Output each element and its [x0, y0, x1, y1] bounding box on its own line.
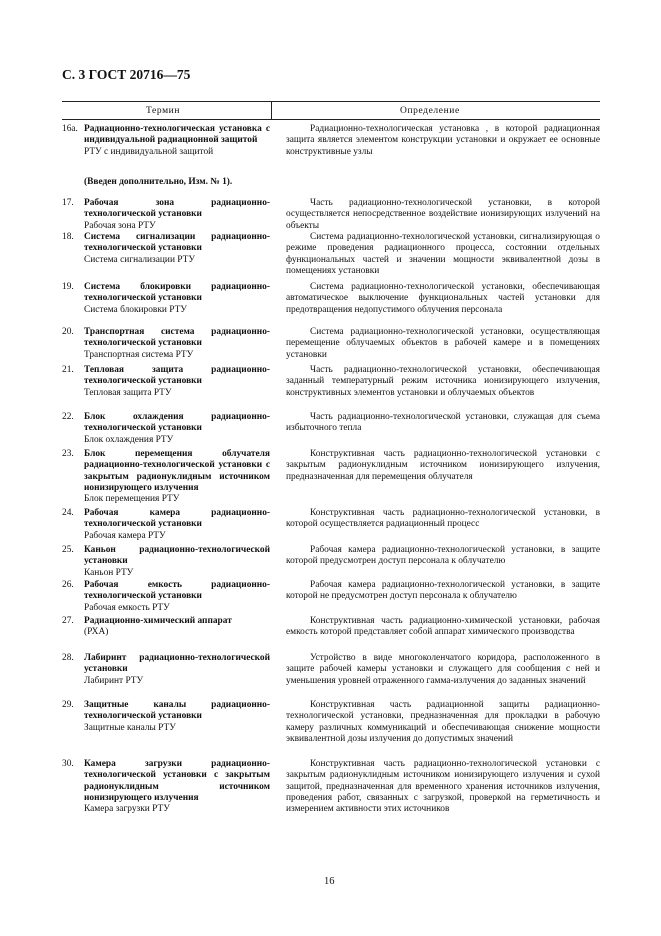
- term-number: 28.: [62, 653, 74, 663]
- term-number: 30.: [62, 759, 74, 769]
- term-cell: [62, 508, 270, 542]
- term-abbreviation: Рабочая зона РТУ: [84, 220, 156, 231]
- term-definition: Конструктивная часть радиационно-технологической установки, в которой осуществляется радиационный процесс: [286, 508, 600, 530]
- term-name: Система блокировки радиационно-технологической установки: [84, 282, 270, 304]
- term-definition: Рабочая камера радиационно-технологической установки, в защите которой не предусмотрен доступ персонала к облучателю: [286, 580, 600, 602]
- term-cell: [62, 700, 270, 734]
- term-number: 22.: [62, 412, 74, 422]
- term-abbreviation: Рабочая камера РТУ: [84, 530, 166, 541]
- term-name: Защитные каналы радиационно-технологической установки: [84, 700, 270, 722]
- term-definition: Конструктивная часть радиационной защиты радиационно-технологической установки, предназначенная для прокладки в рабочую камеру различных коммуникаций и обеспечивающая снижение мощности эквивалентной дозы излучения до допустимых значений: [286, 700, 600, 744]
- term-number: 16а.: [62, 124, 78, 134]
- term-cell: [62, 124, 270, 158]
- term-cell: [62, 449, 270, 505]
- term-name: Радиационно-технологическая установка с индивидуальной радиационной защитой: [84, 124, 270, 146]
- term-name: Каньон радиационно-технологической установки: [84, 545, 270, 567]
- term-definition: Рабочая камера радиационно-технологической установки, в защите которой предусмотрен доступ персонала к облучателю: [286, 545, 600, 567]
- term-cell: [62, 232, 270, 266]
- term-abbreviation: Тепловая защита РТУ: [84, 387, 172, 398]
- term-cell: [62, 759, 270, 815]
- term-number: 25.: [62, 545, 74, 555]
- table-top-rule: [62, 101, 600, 102]
- amendment-note: (Введен дополнительно, Изм. № 1).: [84, 177, 233, 187]
- term-number: 23.: [62, 449, 74, 459]
- term-cell: [62, 580, 270, 614]
- term-number: 29.: [62, 700, 74, 710]
- term-name: Тепловая защита радиационно-технологической установки: [84, 365, 270, 387]
- term-definition: Радиационно-технологическая установка , в которой радиационная защита является элементом конструкции установки и окружает ее основные конструктивные узлы: [286, 124, 600, 157]
- term-abbreviation: Система сигнализации РТУ: [84, 254, 195, 265]
- term-abbreviation: Лабиринт РТУ: [84, 675, 144, 686]
- term-number: 20.: [62, 327, 74, 337]
- term-definition: Конструктивная часть радиационно-технологической установки с закрытым радионуклидным источником ионизирующего излучения и сухой защитой, предназначенная для временного хранения источников излучения, проведения работ, связанных с загрузкой, проверкой на герметичность и измерением активности этих источников: [286, 759, 600, 815]
- term-number: 21.: [62, 365, 74, 375]
- term-name: Камера загрузки радиационно-технологической установки с закрытым радионуклидным источником ионизирующего излучения: [84, 759, 270, 803]
- term-cell: [62, 653, 270, 687]
- term-abbreviation: (РХА): [84, 627, 109, 638]
- term-definition: Часть радиационно-технологической установки, в которой осуществляется непосредственное воздействие ионизирующих излучений на объекты: [286, 198, 600, 231]
- term-cell: [62, 282, 270, 316]
- term-cell: [62, 545, 270, 579]
- term-abbreviation: Каньон РТУ: [84, 567, 134, 578]
- term-name: Рабочая камера радиационно-технологической установки: [84, 508, 270, 530]
- term-name: Блок охлаждения радиационно-технологической установки: [84, 412, 270, 434]
- term-cell: [62, 198, 270, 232]
- term-cell: [62, 616, 270, 639]
- term-definition: Часть радиационно-технологической установки, служащая для съема избыточного тепла: [286, 412, 600, 434]
- term-cell: [62, 365, 270, 399]
- term-cell: [62, 327, 270, 361]
- term-definition: Часть радиационно-технологической установки, обеспечивающая заданный температурный режим источника ионизирующего излучения, конструктивных элементов установки и облучаемых объектов: [286, 365, 600, 398]
- term-abbreviation: Блок перемещения РТУ: [84, 494, 180, 505]
- term-abbreviation: Защитные каналы РТУ: [84, 722, 176, 733]
- term-definition: Конструктивная часть радиационно-химической установки, рабочая емкость которой представляет собой аппарат химического производства: [286, 616, 600, 638]
- term-number: 27.: [62, 616, 74, 626]
- term-definition: Конструктивная часть радиационно-технологической установки с закрытым радионуклидным источником ионизирующего излучения, предназначенная для перемещения облучателя: [286, 449, 600, 482]
- term-number: 26.: [62, 580, 74, 590]
- term-number: 24.: [62, 508, 74, 518]
- term-abbreviation: Блок охлаждения РТУ: [84, 434, 174, 445]
- term-abbreviation: Система блокировки РТУ: [84, 304, 187, 315]
- page-number: 16: [324, 876, 335, 887]
- term-name: Блок перемещения облучателя радиационно-технологической установки с закрытым радионуклидным источником ионизирующего излучения: [84, 449, 270, 493]
- term-definition: Устройство в виде многоколенчатого коридора, расположенного в защите рабочей камеры установки и служащего для сообщения с ней и уменьшения уровней отраженного гамма-излучения до заданных значений: [286, 653, 600, 686]
- term-cell: [62, 412, 270, 446]
- document-header: С. 3 ГОСТ 20716—75: [62, 67, 191, 82]
- column-header-definition: Определение: [400, 106, 460, 116]
- column-header-term: Термин: [146, 106, 181, 116]
- term-number: 18.: [62, 232, 74, 242]
- term-name: Лабиринт радиационно-технологической установки: [84, 653, 270, 675]
- term-definition: Система радиационно-технологической установки, сигнализирующая о режиме проведения радиационного процесса, состоянии отдельных функциональных частей и значении мощности эквивалентной дозы в помещениях установки: [286, 232, 600, 276]
- column-divider: [271, 101, 272, 119]
- term-abbreviation: Рабочая емкость РТУ: [84, 602, 170, 613]
- term-abbreviation: РТУ с индивидуальной защитой: [84, 146, 214, 157]
- term-name: Рабочая емкость радиационно-технологической установки: [84, 580, 270, 602]
- term-name: Транспортная система радиационно-технологической установки: [84, 327, 270, 349]
- term-name: Система сигнализации радиационно-технологической установки: [84, 232, 270, 254]
- term-abbreviation: Транспортная система РТУ: [84, 349, 194, 360]
- term-abbreviation: Камера загрузки РТУ: [84, 804, 170, 815]
- term-name: Рабочая зона радиационно-технологической установки: [84, 198, 270, 220]
- term-number: 19.: [62, 282, 74, 292]
- term-definition: Система радиационно-технологической установки, осуществляющая перемещение облучаемых объектов в рабочей камере и в помещениях установки: [286, 327, 600, 360]
- table-header-rule: [62, 119, 600, 120]
- term-name: Радиационно-химический аппарат: [84, 616, 232, 626]
- term-number: 17.: [62, 198, 74, 208]
- term-definition: Система радиационно-технологической установки, обеспечивающая автоматическое выключение функциональных частей установки для предотвращения недопустимого облучения персонала: [286, 282, 600, 315]
